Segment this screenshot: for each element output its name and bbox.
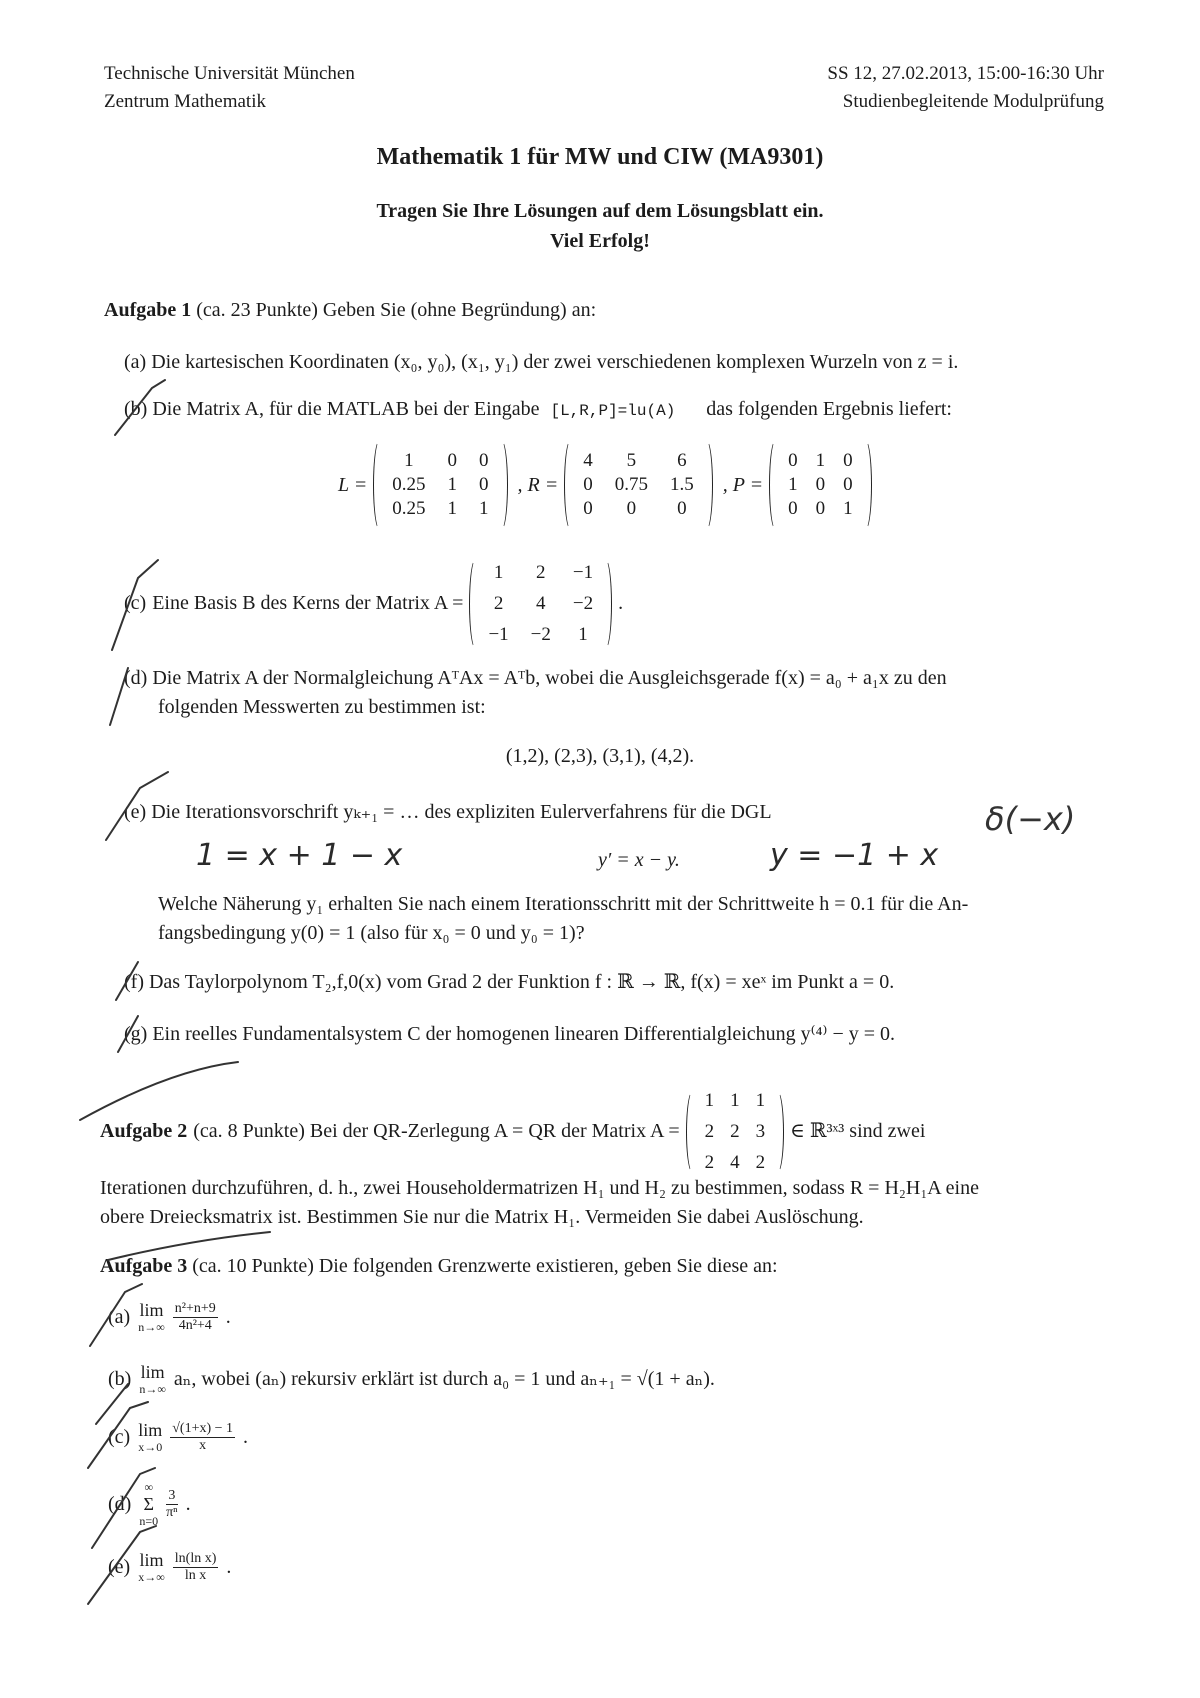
matrix-cell: 1 [479,498,489,519]
matrix-cell: 0 [583,498,593,519]
matrix-cell: 0 [815,474,826,495]
check-mark-icon [110,668,128,725]
punctuation: . [618,592,624,614]
matrix-cell: 1 [578,624,588,645]
fraction: $\frac{\text{ln(ln x)}}{\text{ln x}}$ [174,1550,217,1583]
matrix-cell: 1 [815,450,826,471]
check-mark-icon [106,772,168,840]
matrix-cell: 3 [755,1121,766,1142]
item-text: obere Dreiecksmatrix ist. Bestimmen Sie nur die Matrix H₁. Vermeiden Sie dabei Auslöschung. [100,1206,864,1228]
university-name: Technische Universität München [104,63,355,84]
check-mark-icon [92,1468,155,1548]
matrix-cell: 4 [536,593,546,614]
matrix-cell: 2 [730,1121,740,1142]
instruction-line: Tragen Sie Ihre Lösungen auf dem Lösungsblatt ein. [376,200,824,222]
item-text: Welche Näherung y₁ erhalten Sie nach einem Iterationsschritt mit der Schrittweite h = 0.1 für die An- [158,893,969,915]
check-mark-icon [80,1062,238,1120]
matrix-cell: 0 [843,474,853,495]
matrix-cell: 2 [704,1121,715,1142]
check-mark-icon [118,1016,138,1052]
matrix-label: , R = [517,473,559,496]
matrix-cell: 1 [704,1090,715,1111]
matrix-cell: −1 [488,624,509,645]
item-letter: (c) [108,1425,131,1448]
fraction: $\frac{√(1+x) - 1}{x}$ [172,1420,234,1453]
item-letter: (b) [124,398,148,420]
check-mark-icon [115,380,165,435]
matrix-cell: 6 [677,450,687,471]
matrix-cell: 4 [583,450,593,471]
punctuation: . [226,1555,232,1578]
department-name: Zentrum Mathematik [104,91,266,112]
matrix-label: L = [338,473,368,496]
item-letter: (a) [124,351,147,373]
matrix-cell: 2 [704,1152,715,1173]
matrix-cell: 0 [677,498,687,519]
page-title: Mathematik 1 für MW und CIW (MA9301) [376,144,824,170]
matlab-code: [L,R,P]=lu(A) [550,402,676,420]
item-text: folgenden Messwerten zu bestimmen ist: [158,696,486,718]
matrix-cell: −2 [530,624,551,645]
item-letter: (f) [124,971,144,993]
punctuation: . [185,1492,191,1515]
check-mark-icon [112,560,158,650]
matrix-cell: 0 [788,498,798,519]
item-letter: (b) [108,1367,132,1390]
limit-operator: lim x→∞ [138,1550,165,1584]
matrix-cell: 0.25 [392,474,426,495]
exam-type: Studienbegleitende Modulprüfung [842,91,1104,112]
matrix-cell: 1.5 [669,474,694,495]
sum-operator: ∞ Σ n=0 [139,1480,159,1528]
limit-operator: lim x→0 [138,1420,163,1454]
matrix-cell: 1 [404,450,414,471]
matrix-cell: 0.75 [614,474,648,495]
dgl-equation: y′ = x − y. [598,849,680,871]
matrix-cell: 1 [755,1090,766,1111]
limit-operator: lim n→∞ [139,1362,166,1396]
item-text: Das Taylorpolynom T₂,f,0(x) vom Grad 2 der Funktion f : ℝ → ℝ, f(x) = xeˣ im Punkt a = 0. [148,971,895,993]
matrix-cell: 0 [479,474,489,495]
measurement-points: (1,2), (2,3), (3,1), (4,2). [505,745,695,767]
item-text: Ein reelles Fundamentalsystem C der homogenen linearen Differentialgleichung y⁽⁴⁾ − y = 0. [152,1023,896,1045]
matrix-cell: 2 [755,1152,766,1173]
item-text: (ca. 8 Punkte) Bei der QR-Zerlegung A = QR der Matrix A = [193,1120,680,1142]
check-mark-icon [116,962,138,1000]
matrix-cell: 0.25 [392,498,426,519]
item-text: ∈ ℝ³ˣ³ sind zwei [790,1120,926,1142]
matrix-label: , P = [722,473,764,496]
matrix-cell: 1 [843,498,853,519]
item-text: Die Iterationsvorschrift yₖ₊₁ = … des expliziten Eulerverfahrens für die DGL [151,801,772,823]
matrix-cell: 2 [536,562,546,583]
matrix-cell: −1 [572,562,594,583]
item-text: Eine Basis B des Kerns der Matrix A = [152,592,464,614]
check-mark-icon [90,1284,142,1346]
check-mark-icon [108,1232,270,1260]
matrix-cell: 5 [626,450,637,471]
handwritten-margin-note: δ(−x) [985,800,1076,838]
matrix-cell: 0 [788,450,798,471]
handwritten-note: 1 = x + 1 − x [196,838,403,873]
item-text: aₙ, wobei (aₙ) rekursiv erklärt ist durch a₀ = 1 und aₙ₊₁ = √(1 + aₙ). [173,1367,715,1390]
matrix-cell: 2 [493,593,504,614]
handwritten-note: y = −1 + x [770,838,939,873]
item-letter: (c) [124,592,147,614]
task-2-label: Aufgabe 2 [100,1120,188,1142]
matrix-cell: −2 [572,593,594,614]
matrix-cell: 0 [447,450,458,471]
matrix-cell: 1 [447,498,458,519]
item-text: das folgenden Ergebnis liefert: [706,398,952,420]
matrix-cell: 0 [843,450,853,471]
matrix-cell: 1 [447,474,458,495]
exam-date: SS 12, 27.02.2013, 15:00-16:30 Uhr [827,63,1104,84]
limit-operator: lim n→∞ [138,1300,165,1334]
matrix-cell: 0 [583,474,593,495]
item-letter: (g) [124,1023,148,1045]
task-1-label: Aufgabe 1 [104,299,192,321]
matrix-cell: 0 [815,498,826,519]
check-mark-icon [88,1402,148,1468]
fraction: $\frac{\text{n²+n+9}}{\text{4n²+4}}$ [174,1300,216,1333]
matrix-cell: 1 [493,562,504,583]
task-3-intro: (ca. 10 Punkte) Die folgenden Grenzwerte existieren, geben Sie diese an: [192,1255,778,1277]
matrix-cell: 1 [788,474,798,495]
punctuation: . [243,1425,249,1448]
punctuation: . [225,1305,231,1328]
item-text: Die Matrix A, für die MATLAB bei der Eingabe [152,398,540,420]
matrix-cell: 1 [730,1090,740,1111]
item-text: Iterationen durchzuführen, d. h., zwei Householdermatrizen H₁ und H₂ zu bestimmen, sodass R = H₂H₁A eine [100,1177,979,1199]
item-text: fangsbedingung y(0) = 1 (also für x₀ = 0 und y₀ = 1)? [158,922,585,944]
task-3-label: Aufgabe 3 [100,1255,188,1277]
item-text: Die kartesischen Koordinaten (x₀, y₀), (x₁, y₁) der zwei verschiedenen komplexen Wurzeln von z = i. [151,351,959,373]
item-letter: (d) [108,1492,132,1515]
matrix-cell: 0 [626,498,637,519]
item-letter: (e) [108,1555,131,1578]
item-letter: (e) [124,801,147,823]
item-text: Die Matrix A der Normalgleichung AᵀAx = Aᵀb, wobei die Ausgleichsgerade f(x) = a₀ + a₁x zu den [152,667,947,689]
item-letter: (a) [108,1305,131,1328]
instruction-line: Viel Erfolg! [550,230,650,252]
item-letter: (d) [124,667,148,689]
matrix-cell: 0 [479,450,489,471]
fraction: $\frac{3}{\text{πⁿ}}$ [166,1487,178,1520]
task-1-intro: (ca. 23 Punkte) Geben Sie (ohne Begründung) an: [196,299,597,321]
matrix-cell: 4 [730,1152,740,1173]
